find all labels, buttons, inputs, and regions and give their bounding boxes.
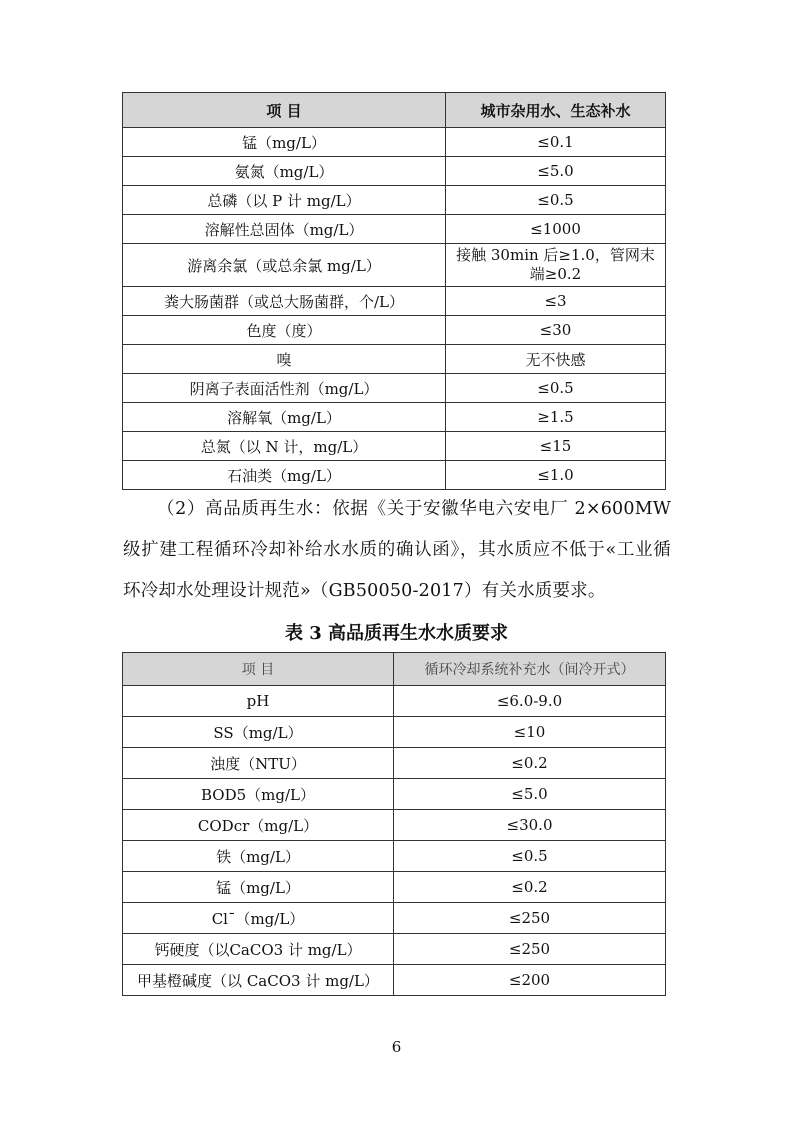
- column-header-standard: 循环冷却系统补充水（间冷开式）: [394, 653, 666, 686]
- value-cell: ≤0.5: [394, 841, 666, 872]
- table-row: [123, 461, 666, 490]
- table-row: [123, 287, 666, 316]
- water-quality-table-reclaimed: [122, 652, 666, 996]
- item-cell: 钙硬度（以CaCO3 计 mg/L）: [123, 934, 394, 965]
- column-header-item: 项 目: [123, 93, 446, 128]
- item-cell: 溶解氧（mg/L）: [123, 403, 446, 432]
- item-cell: 游离余氯（或总余氯 mg/L）: [123, 244, 446, 287]
- table-row: [123, 345, 666, 374]
- value-cell: ≤5.0: [394, 779, 666, 810]
- value-cell: ≤6.0-9.0: [394, 686, 666, 717]
- value-cell: ≤200: [394, 965, 666, 996]
- value-cell: ≤0.1: [446, 128, 666, 157]
- item-cell: 溶解性总固体（mg/L）: [123, 215, 446, 244]
- item-cell: 总氮（以 N 计，mg/L）: [123, 432, 446, 461]
- table-row: [123, 128, 666, 157]
- item-cell: BOD5（mg/L）: [123, 779, 394, 810]
- item-cell: 锰（mg/L）: [123, 872, 394, 903]
- table-row: [123, 157, 666, 186]
- table-row: [123, 186, 666, 215]
- value-cell: 无不快感: [446, 345, 666, 374]
- value-cell: ≤30.0: [394, 810, 666, 841]
- table-row: [123, 432, 666, 461]
- table-row: [123, 965, 666, 996]
- table-row: [123, 841, 666, 872]
- value-cell: ≤0.2: [394, 872, 666, 903]
- value-cell: ≤10: [394, 717, 666, 748]
- table-row: [123, 810, 666, 841]
- value-cell: ≤5.0: [446, 157, 666, 186]
- item-cell: 铁（mg/L）: [123, 841, 394, 872]
- value-cell: ≤1000: [446, 215, 666, 244]
- table-header-row: [123, 653, 666, 686]
- table-row: [123, 244, 666, 287]
- value-cell: ≤1.0: [446, 461, 666, 490]
- column-header-item: 项 目: [123, 653, 394, 686]
- page-number: 6: [391, 1038, 402, 1056]
- value-cell: ≤250: [394, 903, 666, 934]
- table-row: [123, 215, 666, 244]
- item-cell: 浊度（NTU）: [123, 748, 394, 779]
- item-cell: 锰（mg/L）: [123, 128, 446, 157]
- item-cell: 石油类（mg/L）: [123, 461, 446, 490]
- value-cell: ≤0.5: [446, 186, 666, 215]
- table-row: [123, 717, 666, 748]
- value-cell: ≤250: [394, 934, 666, 965]
- value-cell: [446, 244, 666, 287]
- table-row: [123, 686, 666, 717]
- value-cell: ≤0.2: [394, 748, 666, 779]
- table-row: [123, 903, 666, 934]
- item-cell: 氨氮（mg/L）: [123, 157, 446, 186]
- body-paragraph: （2）高品质再生水：依据《关于安徽华电六安电厂 2×600MW 级扩建工程循环冷却补给水水质的确认函》，其水质应不低于«工业循环冷却水处理设计规范»（GB50050-2017）有关水质要求。: [123, 499, 671, 601]
- item-cell: pH: [123, 686, 394, 717]
- table-row: [123, 403, 666, 432]
- table-row: [123, 748, 666, 779]
- item-cell: 阴离子表面活性剂（mg/L）: [123, 374, 446, 403]
- value-cell: ≤30: [446, 316, 666, 345]
- item-cell: CODcr（mg/L）: [123, 810, 394, 841]
- value-cell: ≥1.5: [446, 403, 666, 432]
- value-cell: ≤15: [446, 432, 666, 461]
- table-row: [123, 316, 666, 345]
- value-text: 接触 30min 后≥1.0，管网末端≥0.2: [456, 246, 655, 283]
- table-row: [123, 934, 666, 965]
- item-cell: 甲基橙碱度（以 CaCO3 计 mg/L）: [123, 965, 394, 996]
- item-cell: 色度（度）: [123, 316, 446, 345]
- water-quality-table-urban-use: [122, 92, 666, 490]
- table-row: [123, 779, 666, 810]
- column-header-standard: 城市杂用水、生态补水: [446, 93, 666, 128]
- table-row: [123, 872, 666, 903]
- item-cell: 总磷（以 P 计 mg/L）: [123, 186, 446, 215]
- item-cell: 嗅: [123, 345, 446, 374]
- table-caption: 表 3 高品质再生水水质要求: [284, 623, 509, 644]
- item-cell: 粪大肠菌群（或总大肠菌群，个/L）: [123, 287, 446, 316]
- item-cell: SS（mg/L）: [123, 717, 394, 748]
- value-cell: ≤3: [446, 287, 666, 316]
- value-cell: ≤0.5: [446, 374, 666, 403]
- item-cell: Cl¯（mg/L）: [123, 903, 394, 934]
- table-row: [123, 374, 666, 403]
- table-header-row: [123, 93, 666, 128]
